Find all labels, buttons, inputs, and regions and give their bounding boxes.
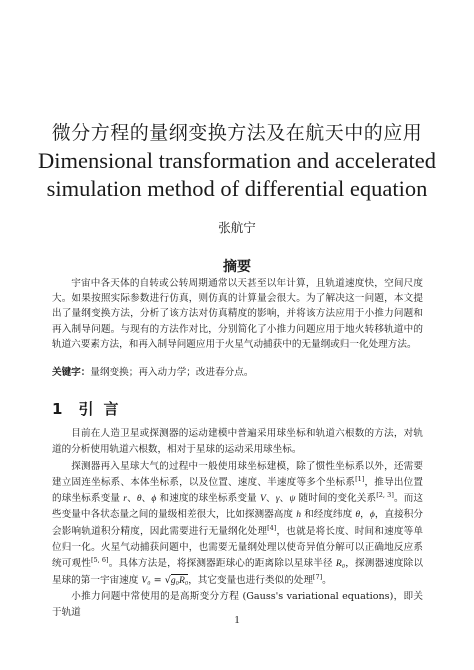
keywords-line: [52, 366, 423, 380]
chinese-title: 微分方程的量纲变换方法及在航天中的应用: [51, 122, 423, 144]
text-run: 。具体方法是，将探测器距球心的距离除以星球半径: [108, 558, 336, 570]
math-variable: V₀: [141, 574, 151, 586]
citation[interactable]: [7]: [312, 572, 323, 581]
text-run: ，其它变量也进行类似的处理: [188, 574, 313, 586]
text-run: ，: [360, 509, 370, 521]
keywords-text: 量纲变换；再入动力学；改进春分点。: [90, 367, 254, 378]
author-name: 张航宁: [218, 220, 256, 235]
keywords-label: 关键字：: [52, 367, 91, 378]
math-variable: ϕ: [151, 493, 157, 505]
text-run: 。: [322, 574, 332, 586]
citation[interactable]: [1]: [355, 474, 365, 483]
abstract-paragraph: 宇宙中各天体的自转或公转周期通常以天甚至以年计算，且轨道速度快，空间尺度大。如果按照实际参数进行仿真，则仿真的计算量会很大。为了解决这一问题，本文提出了量纲变换方法，分析了该方法对仿真精度的影响，并将该方法应用于小推力问题和再入制导问题。与现有的方法作对比，分别简化了小推力问题应用于地火转移轨道中的轨道六要素方法，和再入制导问题应用于火星气动捕获中的无量纲或归一化处理方法。: [52, 278, 423, 350]
text-run: 探测器再入星球大气的过程中一般使用球坐标建模，除了惯性坐标系以外，还需要建立固连坐标系、本体坐标系，以及位置、速度、半速度等多个坐标系: [52, 460, 423, 488]
math-variable: ϕ: [369, 509, 375, 521]
math-variable: θ: [136, 493, 142, 505]
english-title: Dimensional transformation and accelerated simulation method of differential equation: [38, 148, 436, 201]
math-variable: R₀: [335, 558, 346, 570]
body-text: [52, 426, 423, 622]
citation[interactable]: [4]: [267, 523, 277, 532]
text-run: 、: [265, 493, 276, 505]
math-variable: V: [259, 493, 266, 505]
text-run: 随时间的变化关系: [295, 493, 377, 505]
text-run: 和速度的球坐标系变量: [156, 493, 260, 505]
math-sqrt-argument: g₀R₀: [170, 574, 189, 586]
text-run: ，推导出位置的球坐标系变量: [52, 476, 424, 505]
body-paragraph-3: 小推力问题中常使用的是高斯变分方程 (Gauss's variational equations)，即关于轨道: [52, 590, 423, 619]
text-run: ，也就是将长度、时间和速度等单位归一化。火星气动捕获问题中，也需要无量纲处理以使奇异值分解可以正确地反应系统可观性: [52, 525, 424, 570]
page-number: 1: [234, 614, 240, 626]
body-paragraph-2: [52, 459, 423, 589]
section-title: 引言: [78, 400, 129, 418]
sqrt-sign: √: [164, 574, 171, 586]
math-variable: r: [123, 493, 127, 505]
math-variable: γ: [275, 493, 280, 505]
section-number: 1: [52, 400, 63, 418]
section-heading: [52, 398, 128, 419]
text-run: 。而这些变量中各状态量之间的量级相差很大，比如探测器高度: [52, 493, 424, 521]
body-paragraph-1: 目前在人造卫星或探测器的运动建模中普遍采用球坐标和轨道六根数的方法，对轨道的分析使用轨道六根数，相对于星球的运动采用球坐标。: [52, 428, 423, 456]
citation[interactable]: [5, 6]: [90, 556, 109, 565]
text-run: 、: [279, 493, 290, 505]
math-variable: ψ: [289, 493, 296, 505]
text-run: ，探测器速度除以星球的第一宇宙速度: [52, 558, 423, 586]
equals-sign: =: [150, 574, 165, 586]
text-run: 、: [126, 493, 137, 505]
citation[interactable]: [2, 3]: [376, 491, 394, 499]
text-run: 、: [141, 493, 152, 505]
text-run: 和经度纬度: [300, 509, 356, 521]
text-run: ，直接积分会影响轨道积分精度，因此需要进行无量纲化处理: [52, 509, 424, 537]
abstract-heading: 摘要: [223, 259, 251, 275]
math-variable: θ: [355, 509, 361, 521]
math-variable: h: [296, 509, 301, 521]
